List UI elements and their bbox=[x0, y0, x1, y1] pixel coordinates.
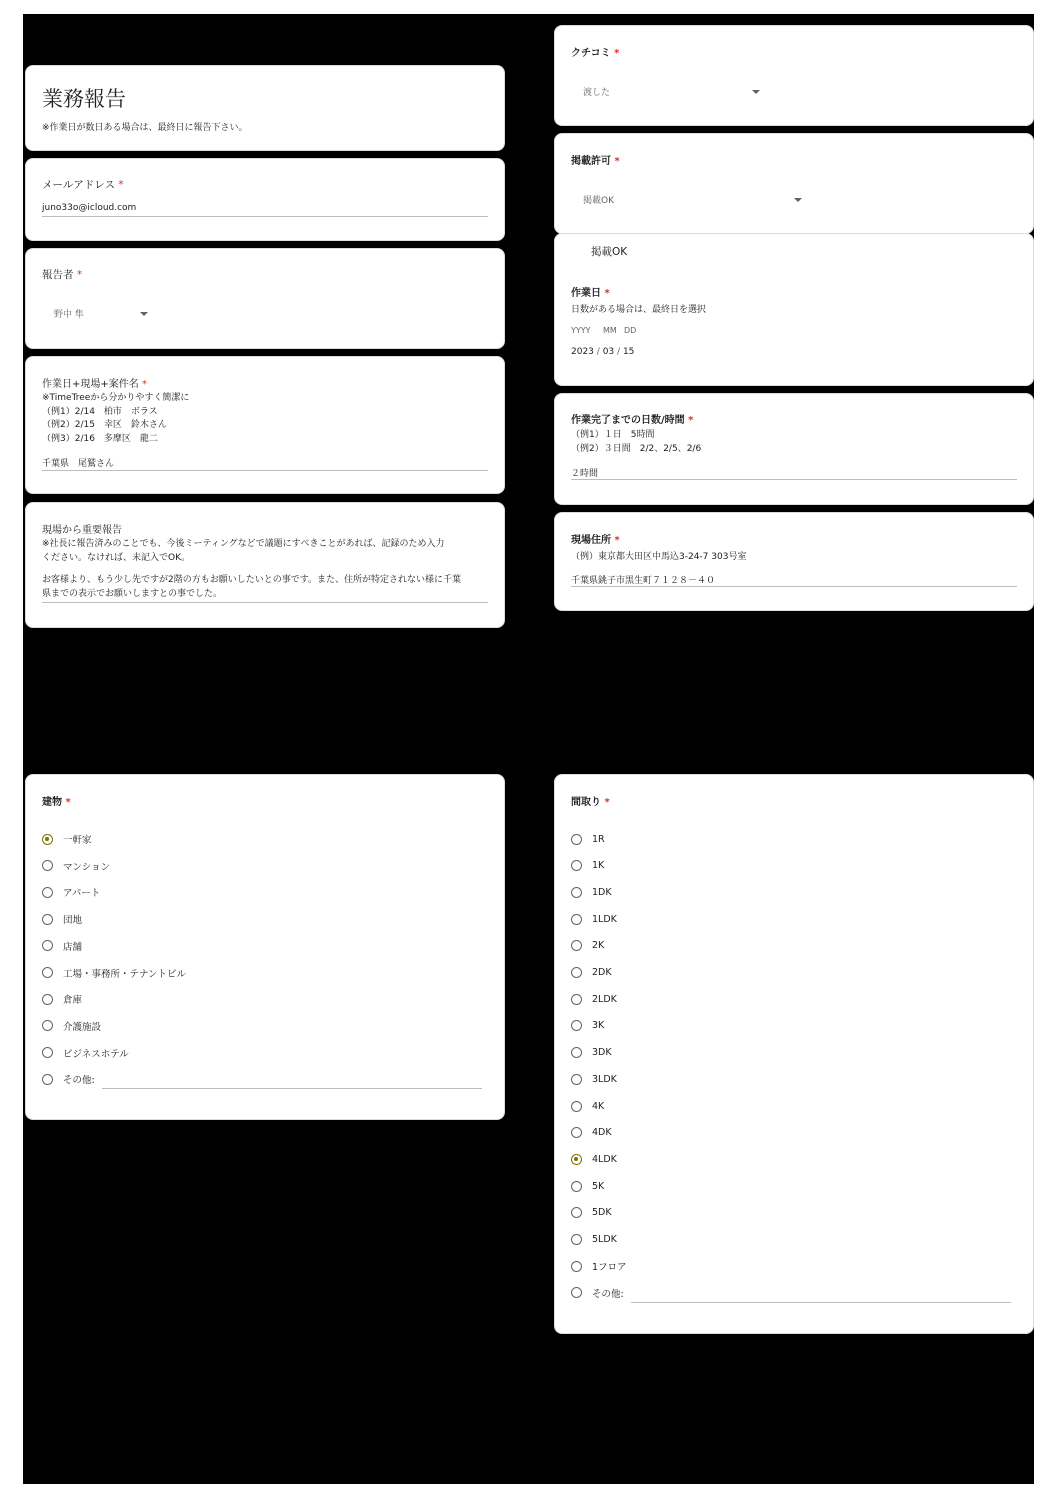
work-date-label: 作業日 * bbox=[571, 288, 610, 299]
duration-help-line: （例1）１日 5時間 bbox=[571, 430, 655, 440]
radio-button[interactable] bbox=[571, 1207, 582, 1218]
radio-button[interactable] bbox=[571, 1287, 582, 1298]
reporter-card bbox=[25, 248, 505, 349]
permission-card bbox=[554, 133, 1034, 234]
address-field[interactable]: 千葉県銚子市黒生町７１２８－４０ bbox=[571, 576, 716, 586]
important-help-line: ※社長に報告済みのことでも、今後ミーティングなどで議題にすべきことがあれば、記録のため入力 bbox=[42, 539, 445, 549]
layout-option-label: 2DK bbox=[592, 967, 612, 978]
layout-option-label: 2LDK bbox=[592, 993, 617, 1005]
duration-help bbox=[571, 429, 701, 456]
layout-option[interactable] bbox=[571, 1045, 612, 1061]
radio-button[interactable] bbox=[571, 1154, 582, 1165]
building-option-label: アパート bbox=[63, 888, 101, 900]
radio-button[interactable] bbox=[571, 967, 582, 978]
radio-button[interactable] bbox=[571, 1261, 582, 1272]
address-help: （例）東京都大田区中馬込3-24-7 303号室 bbox=[571, 552, 747, 562]
building-option-label: その他: bbox=[63, 1075, 95, 1087]
work-date-help: 日数がある場合は、最終日を選択 bbox=[571, 305, 707, 315]
important-card bbox=[25, 502, 505, 628]
building-label: 建物 * bbox=[42, 797, 71, 808]
layout-option-label: 4K bbox=[592, 1100, 605, 1112]
radio-button[interactable] bbox=[571, 834, 582, 845]
building-option[interactable] bbox=[42, 991, 82, 1007]
required-mark: * bbox=[76, 269, 83, 281]
layout-option-label: 5LDK bbox=[592, 1234, 617, 1245]
radio-button[interactable] bbox=[571, 1127, 582, 1138]
duration-help-line: （例2）３日間 2/2、2/5、2/6 bbox=[571, 443, 702, 454]
radio-button[interactable] bbox=[571, 860, 582, 871]
layout-option[interactable] bbox=[571, 911, 617, 927]
important-help-line: ください。なければ、未記入でOK。 bbox=[42, 552, 190, 563]
radio-button[interactable] bbox=[571, 914, 582, 925]
layout-option[interactable] bbox=[571, 1205, 612, 1221]
layout-option[interactable] bbox=[571, 1178, 604, 1194]
required-mark: * bbox=[614, 535, 620, 546]
building-option[interactable] bbox=[42, 938, 82, 954]
important-underline bbox=[42, 602, 488, 603]
radio-button[interactable] bbox=[42, 967, 53, 978]
job-help-line: （例3）2/16 多摩区 龍二 bbox=[42, 433, 158, 444]
layout-option-label: 1DK bbox=[592, 886, 612, 898]
layout-option[interactable] bbox=[571, 938, 604, 954]
day-value: 15 bbox=[622, 347, 635, 357]
permission-label: 掲載許可 * bbox=[571, 156, 620, 167]
building-option-label: マンション bbox=[63, 861, 111, 873]
building-option[interactable] bbox=[42, 1018, 101, 1034]
important-label: 現場から重要報告 bbox=[42, 525, 122, 536]
building-option[interactable] bbox=[42, 858, 110, 874]
radio-button[interactable] bbox=[571, 1181, 582, 1192]
layout-option[interactable] bbox=[571, 965, 612, 981]
job-label: 作業日+現場+案件名 * bbox=[42, 379, 147, 390]
layout-option-label: 3DK bbox=[592, 1047, 612, 1059]
building-option[interactable] bbox=[42, 965, 186, 981]
duration-card bbox=[554, 393, 1034, 505]
required-mark: * bbox=[604, 797, 610, 808]
address-underline bbox=[571, 586, 1017, 587]
radio-button[interactable] bbox=[42, 994, 53, 1005]
job-card bbox=[25, 356, 505, 494]
building-option[interactable] bbox=[42, 1045, 129, 1061]
layout-option[interactable] bbox=[571, 858, 604, 874]
year-value: 2023 bbox=[571, 347, 594, 357]
layout-option-label: 1R bbox=[592, 833, 605, 845]
layout-option-label: 5K bbox=[592, 1180, 605, 1192]
review-dropdown[interactable] bbox=[571, 81, 761, 101]
important-value-line: 県までの表示でお願いしますとの事でした。 bbox=[42, 588, 223, 599]
building-option-label: 工場・事務所・テナントビル bbox=[63, 968, 187, 980]
job-field[interactable]: 千葉県 尾鷲さん bbox=[42, 459, 115, 469]
important-help bbox=[42, 538, 444, 565]
important-field[interactable] bbox=[42, 574, 461, 601]
required-mark: * bbox=[118, 179, 124, 191]
job-underline bbox=[42, 470, 488, 471]
layout-option[interactable] bbox=[571, 1098, 604, 1114]
building-option[interactable] bbox=[42, 831, 92, 847]
building-option[interactable] bbox=[42, 884, 100, 900]
date-field[interactable] bbox=[571, 347, 634, 357]
building-option[interactable] bbox=[42, 911, 82, 927]
required-mark: * bbox=[604, 288, 610, 299]
duration-label: 作業完了までの日数/時間 * bbox=[571, 415, 694, 426]
layout-option-label: 4LDK bbox=[592, 1153, 617, 1165]
building-option-label: ビジネスホテル bbox=[63, 1048, 129, 1060]
layout-option[interactable] bbox=[571, 884, 612, 900]
radio-button[interactable] bbox=[571, 940, 582, 951]
permission-dropdown-value: 掲載OK bbox=[583, 196, 614, 206]
layout-option-label: 5DK bbox=[592, 1207, 612, 1219]
building-card bbox=[25, 774, 505, 1120]
layout-card bbox=[554, 774, 1034, 1334]
building-option-label: 一軒家 bbox=[63, 835, 92, 846]
radio-button[interactable] bbox=[42, 940, 53, 951]
permission-dropdown[interactable] bbox=[571, 189, 806, 209]
layout-option-label: 3LDK bbox=[592, 1073, 617, 1085]
building-option-label: 介護施設 bbox=[63, 1021, 102, 1033]
layout-option[interactable] bbox=[571, 991, 617, 1007]
email-card bbox=[25, 158, 505, 241]
building-option-label: 倉庫 bbox=[63, 995, 83, 1007]
chevron-down-icon bbox=[752, 90, 760, 94]
job-help-line: （例1）2/14 柏市 ボラス bbox=[42, 406, 158, 417]
radio-button[interactable] bbox=[42, 1047, 53, 1058]
radio-button[interactable] bbox=[42, 1020, 53, 1031]
reporter-dropdown[interactable] bbox=[42, 303, 152, 323]
radio-button[interactable] bbox=[42, 914, 53, 925]
chevron-down-icon bbox=[140, 312, 148, 316]
duration-underline bbox=[571, 479, 1017, 480]
radio-button[interactable] bbox=[571, 887, 582, 898]
work-date-card bbox=[554, 233, 1034, 386]
radio-button[interactable] bbox=[571, 1020, 582, 1031]
radio-button[interactable] bbox=[571, 1074, 582, 1085]
layout-option-label: 3K bbox=[592, 1020, 605, 1032]
month-caption: MM bbox=[603, 326, 617, 335]
required-mark: * bbox=[141, 379, 147, 390]
layout-option[interactable] bbox=[571, 1071, 617, 1087]
building-other-underline[interactable] bbox=[102, 1088, 482, 1089]
radio-button[interactable] bbox=[42, 834, 53, 845]
required-mark: * bbox=[65, 797, 71, 808]
layout-option-label: 2K bbox=[592, 940, 605, 952]
permission-popup-option[interactable]: 掲載OK bbox=[591, 246, 628, 258]
building-option-label: 店舗 bbox=[63, 941, 83, 953]
layout-option-label: 1LDK bbox=[592, 913, 617, 925]
building-option-label: 団地 bbox=[63, 915, 83, 927]
date-separator: / bbox=[617, 347, 621, 357]
layout-label: 間取り * bbox=[571, 797, 610, 808]
duration-field[interactable]: ２時間 bbox=[571, 469, 599, 479]
email-field[interactable]: juno33o@icloud.com bbox=[42, 203, 137, 213]
review-label: クチコミ * bbox=[571, 48, 620, 59]
year-caption: YYYY bbox=[571, 326, 591, 335]
layout-option-label: 1フロア bbox=[592, 1262, 627, 1274]
radio-button[interactable] bbox=[571, 1047, 582, 1058]
layout-option[interactable] bbox=[571, 1151, 617, 1167]
layout-option[interactable] bbox=[571, 1018, 604, 1034]
layout-option-label: 4DK bbox=[592, 1127, 612, 1139]
address-card bbox=[554, 512, 1034, 611]
layout-option[interactable] bbox=[571, 1258, 627, 1274]
email-label: メールアドレス * bbox=[42, 179, 124, 191]
form-header-card bbox=[25, 65, 505, 151]
month-value: 03 bbox=[602, 347, 615, 357]
date-separator: / bbox=[596, 347, 600, 357]
form-title: 業務報告 bbox=[42, 87, 126, 111]
layout-other-underline[interactable] bbox=[631, 1302, 1011, 1303]
job-help-line: （例2）2/15 幸区 鈴木さん bbox=[42, 420, 167, 430]
layout-option-label: 1K bbox=[592, 860, 605, 872]
radio-button[interactable] bbox=[42, 860, 53, 871]
layout-option[interactable] bbox=[571, 1285, 624, 1301]
review-card bbox=[554, 25, 1034, 126]
day-caption: DD bbox=[624, 326, 637, 335]
radio-button[interactable] bbox=[42, 887, 53, 898]
radio-button[interactable] bbox=[42, 1074, 53, 1085]
required-mark: * bbox=[614, 156, 620, 167]
important-value-line: お客様より、もう少し先ですが2階の方もお願いしたいとの事です。また、住所が特定されない様に千葉 bbox=[42, 575, 462, 585]
required-mark: * bbox=[614, 48, 620, 59]
job-help-line: ※TimeTreeから分かりやすく簡潔に bbox=[42, 393, 190, 403]
required-mark: * bbox=[688, 415, 694, 426]
radio-button[interactable] bbox=[571, 1101, 582, 1112]
radio-button[interactable] bbox=[571, 994, 582, 1005]
job-help bbox=[42, 392, 189, 446]
reporter-dropdown-value: 野中 隼 bbox=[54, 310, 84, 320]
building-option[interactable] bbox=[42, 1071, 95, 1087]
layout-option-label: その他: bbox=[592, 1288, 624, 1300]
radio-button[interactable] bbox=[571, 1234, 582, 1245]
address-label: 現場住所 * bbox=[571, 535, 620, 546]
layout-option[interactable] bbox=[571, 1232, 617, 1248]
layout-option[interactable] bbox=[571, 831, 605, 847]
review-dropdown-value: 渡した bbox=[583, 88, 611, 98]
email-underline bbox=[42, 216, 488, 217]
form-subtitle: ※作業日が数日ある場合は、最終日に報告下さい。 bbox=[42, 123, 248, 133]
reporter-label: 報告者 * bbox=[42, 269, 83, 281]
chevron-down-icon bbox=[794, 198, 802, 202]
layout-option[interactable] bbox=[571, 1125, 612, 1141]
